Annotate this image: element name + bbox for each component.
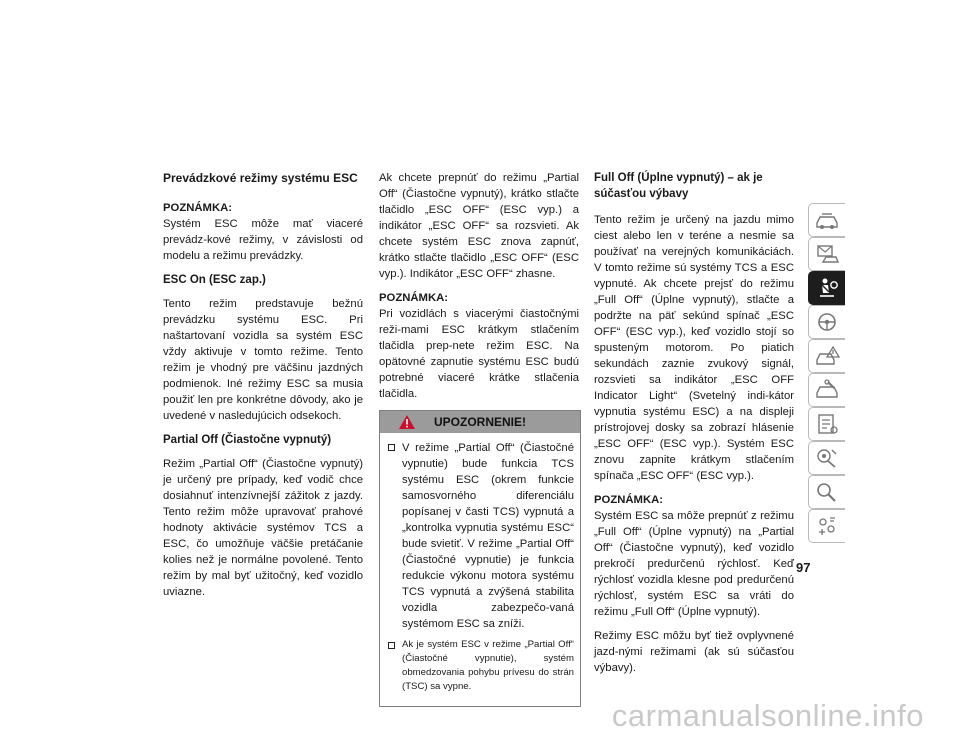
- esc-on-heading: ESC On (ESC zap.): [163, 274, 266, 286]
- esc-on-text: Tento režim predstavuje bežnú prevádzku systému ESC. Pri naštartovaní vozidla sa systém ESC vždy aktivuje v tomto režime. Tento režim je vhodný pre väčšinu jazdných podmienok. Iné režimy ESC sa musia použiť len pre konkrétne dôvody, ako je uvedené v nasledujúcich odsekoch.: [163, 298, 363, 422]
- column-2: [379, 170, 579, 707]
- page-number: 97: [796, 560, 811, 575]
- steering-wheel-icon: [814, 310, 840, 334]
- search-index-icon: [814, 480, 840, 504]
- tab-emergencies[interactable]: [808, 339, 845, 373]
- tab-getting-started[interactable]: [808, 237, 845, 271]
- mail-car-icon: [814, 242, 840, 266]
- watermark: carmanualsonline.info: [611, 698, 924, 733]
- full-off-heading: Full Off (Úplne vypnutý) – ak je súčasťou výbavy: [594, 172, 763, 200]
- section-heading: Prevádzkové režimy systému ESC: [163, 171, 358, 185]
- airbag-seatbelt-icon: [814, 276, 840, 300]
- car-service-icon: [814, 378, 840, 402]
- tab-dashboard[interactable]: [808, 203, 845, 237]
- full-off-text: Tento režim je určený na jazdu mimo ciest alebo len v teréne a nesmie sa používať na verejných komunikáciách. V tomto režime sú systémy TCS a ESC vypnuté. Ak chcete prejsť do režimu „Full Off“ (Úplne vypnutý), stlačte a podržte na päť sekúnd spínač „ESC OFF“ (ESC vyp.), keď vozidlo stojí so spusteným motorom. Po piatich sekundách zaznie zvukový signál, rozsvieti sa indikátor „ESC OFF Indicator Light“ (Svetelný indi-kátor vypnutia systému ESC) a na displeji prístrojovej dosky sa zobrazí hlásenie „ESC OFF“ (ESC vyp.). Systém ESC znovu zapnite krátkym stlačením spínača „ESC OFF“ (ESC vyp.).: [594, 214, 794, 482]
- partial-off-heading: Partial Off (Čiastočne vypnutý): [163, 434, 332, 446]
- warning-item-text: V režime „Partial Off“ (Čiastočné vypnutie) bude funkcia TCS systému ESC (okrem funkcie samosvorného diferenciálu popísanej v časti TCS) vypnutá a „kontrolka vypnutia systému ESC“ bude svietiť. V režime „Partial Off“ (Čiastočné vypnutie) je funkcia redukcie výkonu motora systému TCS vypnutá a zvýšená stabilita vozidla zabezpečo-vaná systémom ESC sa zníži.: [402, 442, 574, 630]
- warning-list-item: [386, 440, 574, 632]
- note-label: POZNÁMKA:: [594, 494, 664, 506]
- warning-triangle-icon: [398, 414, 416, 430]
- note-label: POZNÁMKA:: [379, 292, 449, 304]
- tab-safety[interactable]: [808, 271, 845, 305]
- partial-off-text: Režim „Partial Off“ (Čiastočne vypnutý) je určený pre prípady, keď vodič chce dosiahnuť intenzívnejší zážitok z jazdy. Tento režim môže upravovať prahové hodnoty aktivácie systémov TCS a ESC, čo umožňuje väčšie pretáčanie kolies než je normálne povolené. Tento režim by mal byť užitočný, keď vozidlo uviazne.: [163, 458, 363, 598]
- multimedia-icon: [814, 514, 840, 538]
- column-3: [594, 170, 794, 684]
- tab-multimedia[interactable]: [808, 509, 845, 543]
- note-label: POZNÁMKA:: [163, 202, 233, 214]
- note-text: Systém ESC sa môže prepnúť z režimu „Full Off“ (Úplne vypnutý) na „Partial Off“ (Čiastočne vypnutý), keď vozidlo prekročí predurčenú rýchlosť. Keď rýchlosť vozidla klesne pod predurčenú rýchlosť, systém ESC sa vráti do režimu „Full Off“ (Úplne vypnutý).: [594, 510, 794, 618]
- chapter-tabs: [808, 203, 845, 543]
- warning-header: [380, 411, 580, 433]
- tab-driving[interactable]: [808, 305, 845, 339]
- warning-box: [379, 410, 581, 707]
- note-text: Pri vozidlách s viacerými čiastočnými reži-mami ESC krátkym stlačením tlačidla prep-nete režim ESC. Na opätovné zapnutie systému ESC budú potrebné viaceré krátke stlačenia tlačidla.: [379, 308, 579, 400]
- maintenance-list-icon: [814, 412, 840, 436]
- specifications-icon: [814, 446, 840, 470]
- column-1: [163, 170, 363, 608]
- car-warning-icon: [814, 344, 840, 368]
- warning-body: [380, 433, 580, 706]
- warning-list-item: [386, 638, 574, 694]
- tab-specifications[interactable]: [808, 441, 845, 475]
- note-text: Systém ESC môže mať viaceré prevádz-kové režimy, v závislosti od modelu a režimu prevádzky.: [163, 218, 363, 262]
- bullet-square-icon: [388, 444, 395, 451]
- warning-item-text: Ak je systém ESC v režime „Partial Off“ (Čiastočné vypnutie), systém obmedzovania pohybu prívesu do strán (TSC) sa vypne.: [402, 639, 574, 692]
- tab-servicing[interactable]: [808, 373, 845, 407]
- car-dashboard-icon: [814, 208, 840, 232]
- closing-text: Režimy ESC môžu byť tiež ovplyvnené jazd-nými režimami (ak sú súčasťou výbavy).: [594, 630, 794, 674]
- tab-index[interactable]: [808, 475, 845, 509]
- partial-off-instructions: Ak chcete prepnúť do režimu „Partial Off“ (Čiastočne vypnutý), krátko stlačte tlačidlo „ESC OFF“ (ESC vyp.) a indikátor „ESC OFF“ sa rozsvieti. Ak chcete systém ESC znova zapnúť, krátko stlačte tlačidlo „ESC OFF“ (ESC vyp.). Indikátor „ESC OFF“ zhasne.: [379, 172, 579, 280]
- bullet-square-icon: [388, 642, 395, 649]
- tab-maintenance[interactable]: [808, 407, 845, 441]
- warning-title: UPOZORNENIE!: [433, 415, 526, 429]
